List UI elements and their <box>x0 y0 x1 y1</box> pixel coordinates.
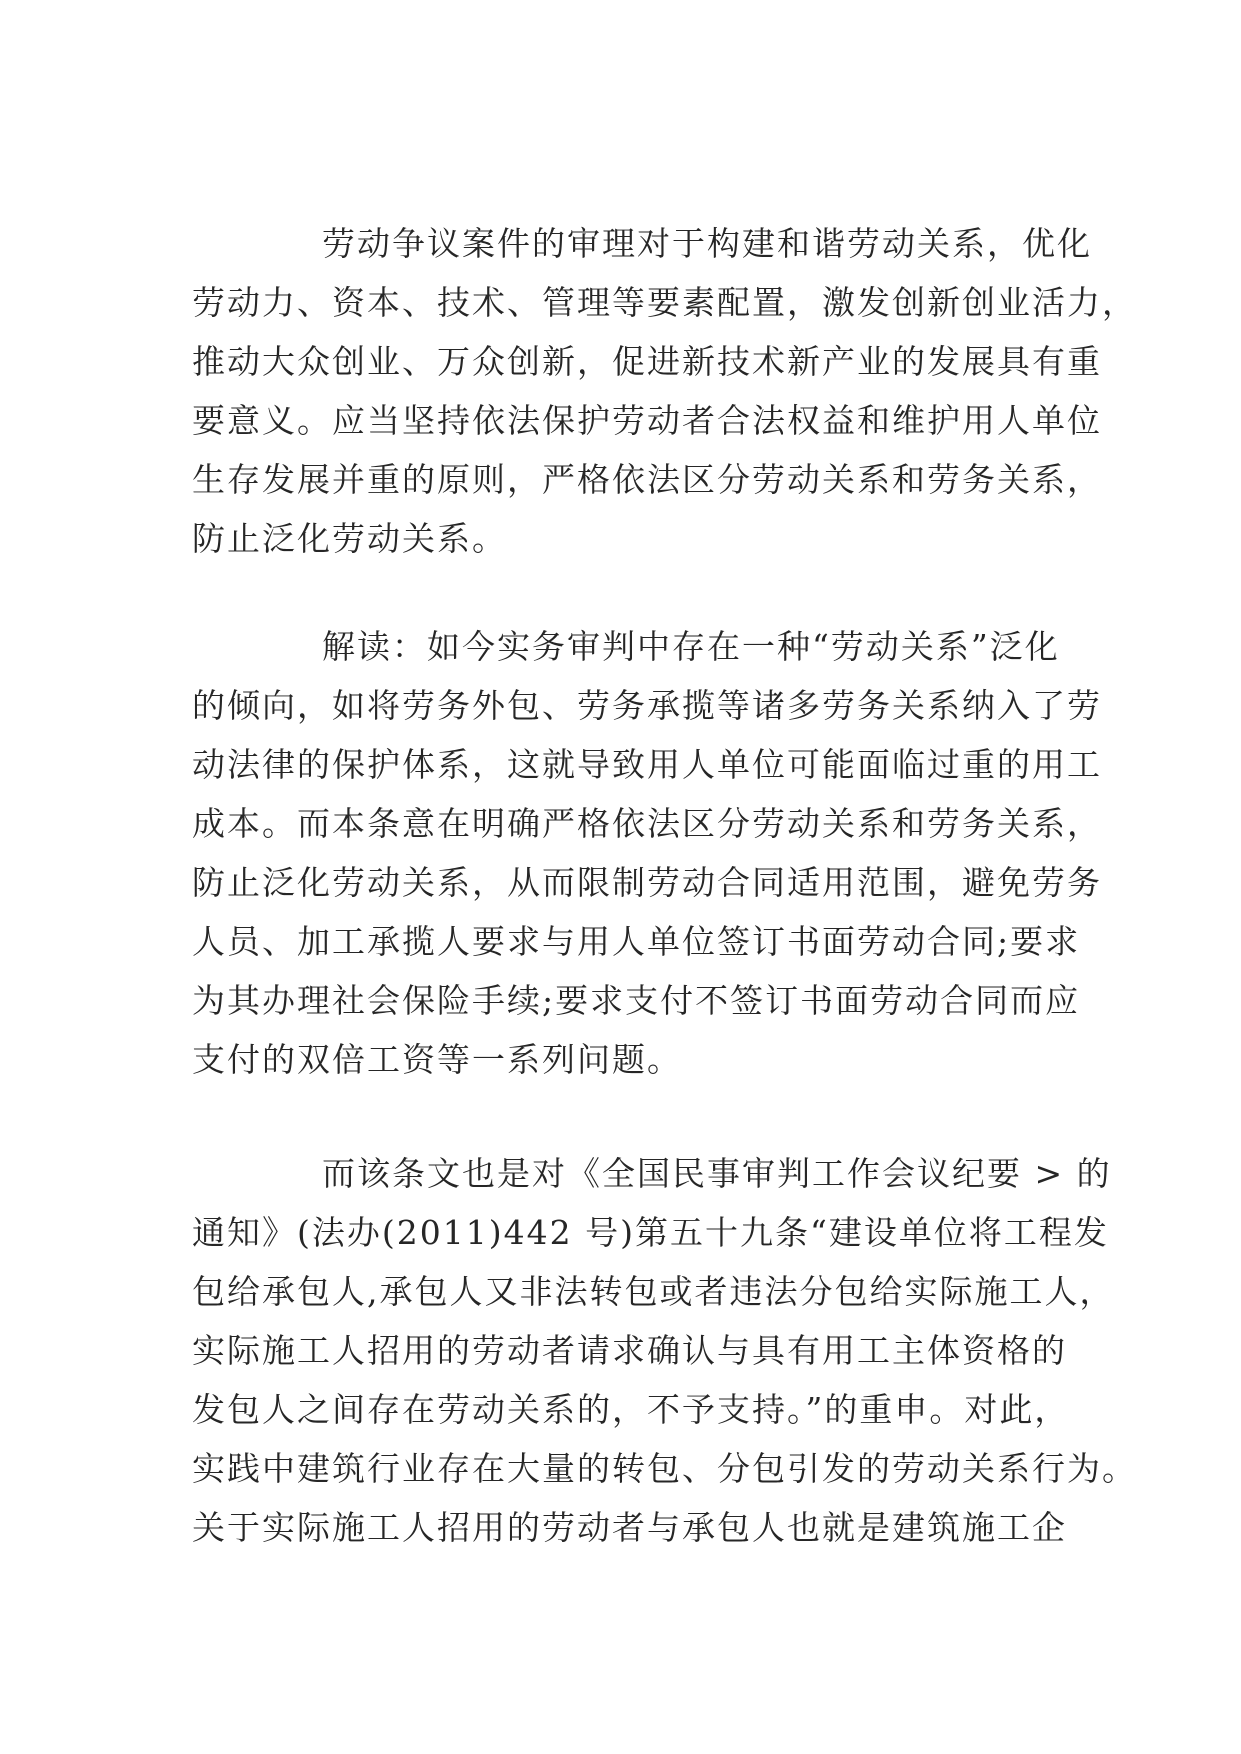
text-line: 推动大众创业、万众创新，促进新技术新产业的发展具有重 <box>192 342 1102 381</box>
text-line: 支付的双倍工资等一系列问题。 <box>192 1040 682 1079</box>
text-line: 包给承包人,承包人又非法转包或者违法分包给实际施工人， <box>192 1272 1115 1311</box>
text-line: 发包人之间存在劳动关系的，不予支持。”的重申。对此， <box>192 1390 1070 1429</box>
text-line: 生存发展并重的原则，严格依法区分劳动关系和劳务关系， <box>192 460 1102 499</box>
text-line: 防止泛化劳动关系，从而限制劳动合同适用范围，避免劳务 <box>192 863 1102 902</box>
text-line: 防止泛化劳动关系。 <box>192 519 507 558</box>
text-line: 为其办理社会保险手续;要求支付不签订书面劳动合同而应 <box>192 981 1081 1020</box>
text-line: 的倾向，如将劳务外包、劳务承揽等诸多劳务关系纳入了劳 <box>192 686 1102 725</box>
text-line: 实际施工人招用的劳动者请求确认与具有用工主体资格的 <box>192 1331 1067 1370</box>
text-line: 要意义。应当坚持依法保护劳动者合法权益和维护用人单位 <box>192 401 1102 440</box>
text-line: 劳动力、资本、技术、管理等要素配置，激发创新创业活力， <box>192 283 1137 322</box>
text-line: 通知》(法办(2011)442 号)第五十九条“建设单位将工程发 <box>192 1213 1109 1252</box>
text-line: 关于实际施工人招用的劳动者与承包人也就是建筑施工企 <box>192 1508 1067 1547</box>
paragraph-1 <box>192 214 1137 568</box>
text-line: 动法律的保护体系，这就导致用人单位可能面临过重的用工 <box>192 745 1102 784</box>
text-line: 解读：如今实务审判中存在一种“劳动关系”泛化 <box>322 627 1060 666</box>
paragraph-2 <box>192 617 1102 1089</box>
paragraph-3 <box>192 1144 1137 1557</box>
text-line: 而该条文也是对《全国民事审判工作会议纪要 > 的 <box>322 1154 1112 1193</box>
text-line: 成本。而本条意在明确严格依法区分劳动关系和劳务关系， <box>192 804 1102 843</box>
text-line: 实践中建筑行业存在大量的转包、分包引发的劳动关系行为。 <box>192 1449 1137 1488</box>
text-line: 人员、加工承揽人要求与用人单位签订书面劳动合同;要求 <box>192 922 1081 961</box>
text-line: 劳动争议案件的审理对于构建和谐劳动关系，优化 <box>322 224 1092 263</box>
